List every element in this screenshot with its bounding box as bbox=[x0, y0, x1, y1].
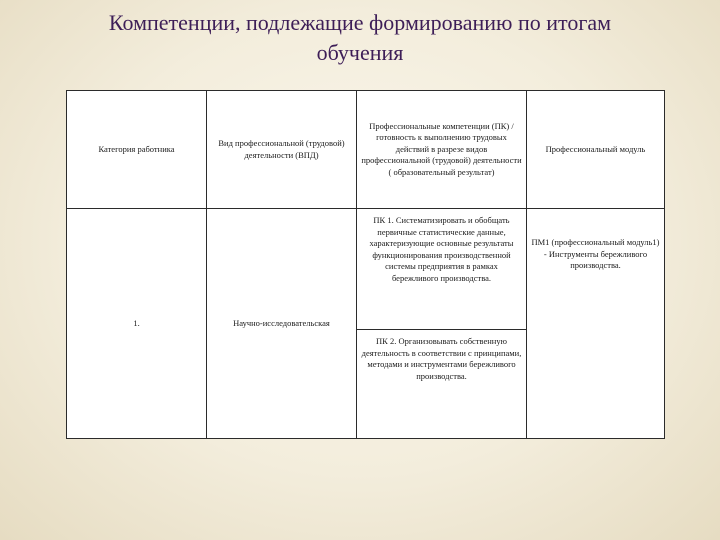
cell-activity: Научно-исследовательская bbox=[207, 209, 357, 439]
header-row bbox=[67, 91, 665, 209]
header-module: Профессиональный модуль bbox=[527, 91, 665, 209]
header-competence: Профессиональные компетенции (ПК) / готовность к выполнению трудовых действий в разрезе видов профессиональной (трудовой) деятельности ( образовательный результат) bbox=[357, 91, 527, 209]
table-row bbox=[67, 209, 665, 330]
cell-pk1: ПК 1. Систематизировать и обобщать первичные статистические данные, характеризующие основные результаты функционирования производственной системы предприятия в рамках бережливого производства. bbox=[357, 209, 527, 330]
competence-table bbox=[66, 90, 665, 439]
cell-category: 1. bbox=[67, 209, 207, 439]
cell-pk2: ПК 2. Организовывать собственную деятельность в соответствии с принципами, методами и инструментами бережливого производства. bbox=[357, 330, 527, 439]
slide-title-line1: Компетенции, подлежащие формированию по итогам bbox=[108, 10, 612, 35]
header-category: Категория работника bbox=[67, 91, 207, 209]
slide-title bbox=[60, 8, 660, 68]
header-activity: Вид профессиональной (трудовой) деятельности (ВПД) bbox=[207, 91, 357, 209]
slide-title-line2: обучения bbox=[316, 40, 404, 65]
cell-module: ПМ1 (профессиональный модуль1) - Инструменты бережливого производства. bbox=[527, 209, 665, 439]
